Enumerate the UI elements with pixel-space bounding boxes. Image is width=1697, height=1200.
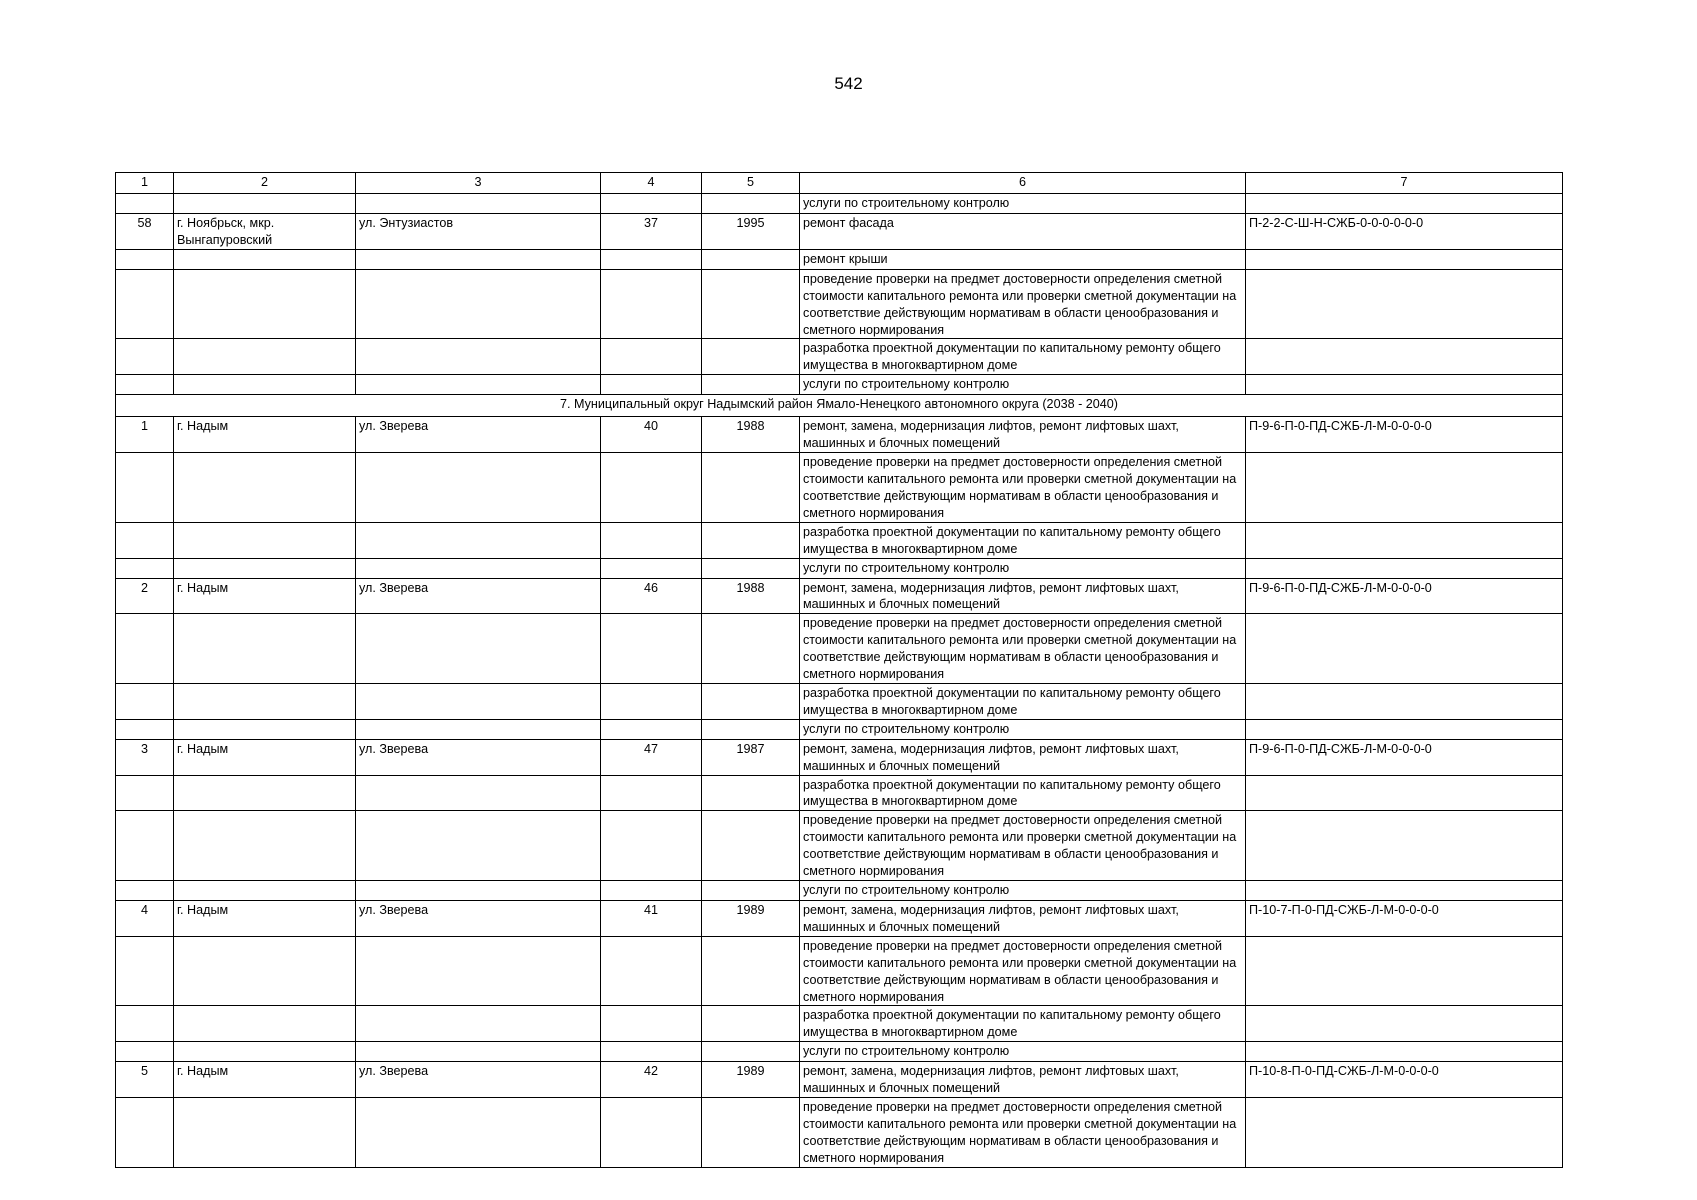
cell-house [601, 683, 702, 719]
cell-house [601, 249, 702, 269]
cell-street [356, 719, 601, 739]
cell-house [601, 522, 702, 558]
cell-work-type: ремонт крыши [800, 249, 1246, 269]
cell-number [116, 269, 174, 339]
cell-locality [174, 881, 356, 901]
cell-locality: г. Надым [174, 901, 356, 937]
table-row [116, 775, 1563, 811]
cell-work-type: разработка проектной документации по капитальному ремонту общего имущества в многоквартирном доме [800, 522, 1246, 558]
cell-number [116, 558, 174, 578]
table-row [116, 214, 1563, 250]
cell-house: 46 [601, 578, 702, 614]
cell-number [116, 936, 174, 1006]
cell-house-code [1246, 375, 1563, 395]
cell-number: 2 [116, 578, 174, 614]
section-row [116, 395, 1563, 417]
cell-street [356, 375, 601, 395]
table-row [116, 375, 1563, 395]
cell-street: ул. Энтузиастов [356, 214, 601, 250]
cell-house [601, 194, 702, 214]
cell-locality: г. Надым [174, 739, 356, 775]
cell-locality [174, 269, 356, 339]
cell-year [702, 719, 800, 739]
cell-house-code: П-10-8-П-0-ПД-СЖБ-Л-М-0-0-0-0 [1246, 1062, 1563, 1098]
cell-number [116, 1042, 174, 1062]
cell-number [116, 375, 174, 395]
table-row [116, 811, 1563, 881]
cell-house [601, 936, 702, 1006]
cell-locality [174, 811, 356, 881]
cell-street [356, 811, 601, 881]
cell-locality [174, 1098, 356, 1168]
cell-house-code: П-9-6-П-0-ПД-СЖБ-Л-М-0-0-0-0 [1246, 739, 1563, 775]
cell-locality [174, 375, 356, 395]
cell-house [601, 558, 702, 578]
cell-house [601, 719, 702, 739]
cell-house-code [1246, 1042, 1563, 1062]
cell-house [601, 775, 702, 811]
cell-year: 1987 [702, 739, 800, 775]
cell-locality [174, 719, 356, 739]
cell-work-type: услуги по строительному контролю [800, 881, 1246, 901]
cell-house-code [1246, 558, 1563, 578]
cell-year: 1989 [702, 901, 800, 937]
cell-year [702, 1006, 800, 1042]
cell-year [702, 881, 800, 901]
cell-number [116, 881, 174, 901]
cell-work-type: услуги по строительному контролю [800, 375, 1246, 395]
cell-work-type: услуги по строительному контролю [800, 719, 1246, 739]
column-header: 5 [702, 173, 800, 194]
cell-work-type: ремонт, замена, модернизация лифтов, ремонт лифтовых шахт, машинных и блочных помещений [800, 901, 1246, 937]
cell-number [116, 811, 174, 881]
cell-house-code [1246, 936, 1563, 1006]
cell-house-code: П-10-7-П-0-ПД-СЖБ-Л-М-0-0-0-0 [1246, 901, 1563, 937]
cell-house [601, 1042, 702, 1062]
cell-house: 40 [601, 417, 702, 453]
cell-house-code: П-9-6-П-0-ПД-СЖБ-Л-М-0-0-0-0 [1246, 417, 1563, 453]
cell-number: 1 [116, 417, 174, 453]
cell-year: 1988 [702, 578, 800, 614]
cell-house-code [1246, 811, 1563, 881]
cell-street [356, 249, 601, 269]
cell-number [116, 194, 174, 214]
cell-year [702, 339, 800, 375]
cell-year [702, 194, 800, 214]
cell-number [116, 339, 174, 375]
cell-street [356, 453, 601, 523]
cell-street [356, 558, 601, 578]
cell-street: ул. Зверева [356, 901, 601, 937]
table-row [116, 901, 1563, 937]
cell-house [601, 1006, 702, 1042]
table-row [116, 881, 1563, 901]
table-row [116, 269, 1563, 339]
page-number: 542 [834, 74, 863, 93]
cell-street [356, 1098, 601, 1168]
cell-work-type: проведение проверки на предмет достоверности определения сметной стоимости капитального ремонта или проверки сметной документации на соответствие действующим нормативам в области ценообразования и сметного нормирования [800, 1098, 1246, 1168]
cell-house [601, 811, 702, 881]
cell-locality: г. Надым [174, 417, 356, 453]
cell-locality [174, 1042, 356, 1062]
cell-house-code [1246, 522, 1563, 558]
cell-house-code [1246, 1098, 1563, 1168]
table-row [116, 453, 1563, 523]
cell-street: ул. Зверева [356, 417, 601, 453]
cell-locality [174, 775, 356, 811]
cell-number [116, 1098, 174, 1168]
cell-number [116, 683, 174, 719]
cell-year [702, 375, 800, 395]
cell-street [356, 614, 601, 684]
table-row [116, 719, 1563, 739]
table-row [116, 1062, 1563, 1098]
cell-house [601, 1098, 702, 1168]
cell-work-type: проведение проверки на предмет достоверности определения сметной стоимости капитального ремонта или проверки сметной документации на соответствие действующим нормативам в области ценообразования и сметного нормирования [800, 811, 1246, 881]
cell-work-type: услуги по строительному контролю [800, 194, 1246, 214]
column-header: 6 [800, 173, 1246, 194]
cell-work-type: проведение проверки на предмет достоверности определения сметной стоимости капитального ремонта или проверки сметной документации на соответствие действующим нормативам в области ценообразования и сметного нормирования [800, 269, 1246, 339]
cell-house: 42 [601, 1062, 702, 1098]
section-title: 7. Муниципальный округ Надымский район Ямало-Ненецкого автономного округа (2038 - 2040) [116, 395, 1563, 417]
cell-street: ул. Зверева [356, 1062, 601, 1098]
cell-work-type: ремонт фасада [800, 214, 1246, 250]
table-row [116, 558, 1563, 578]
cell-locality [174, 453, 356, 523]
cell-year [702, 936, 800, 1006]
table-row [116, 683, 1563, 719]
cell-house [601, 453, 702, 523]
cell-number [116, 522, 174, 558]
cell-year [702, 775, 800, 811]
cell-house-code [1246, 453, 1563, 523]
cell-locality [174, 936, 356, 1006]
cell-house-code [1246, 194, 1563, 214]
column-header: 4 [601, 173, 702, 194]
cell-house-code [1246, 775, 1563, 811]
table-row [116, 739, 1563, 775]
cell-house [601, 614, 702, 684]
cell-work-type: разработка проектной документации по капитальному ремонту общего имущества в многоквартирном доме [800, 683, 1246, 719]
cell-street [356, 683, 601, 719]
cell-year [702, 683, 800, 719]
cell-work-type: ремонт, замена, модернизация лифтов, ремонт лифтовых шахт, машинных и блочных помещений [800, 1062, 1246, 1098]
cell-locality [174, 249, 356, 269]
cell-year: 1989 [702, 1062, 800, 1098]
cell-work-type: ремонт, замена, модернизация лифтов, ремонт лифтовых шахт, машинных и блочных помещений [800, 739, 1246, 775]
cell-locality: г. Надым [174, 578, 356, 614]
cell-locality: г. Надым [174, 1062, 356, 1098]
cell-year [702, 1042, 800, 1062]
cell-house [601, 881, 702, 901]
cell-work-type: проведение проверки на предмет достоверности определения сметной стоимости капитального ремонта или проверки сметной документации на соответствие действующим нормативам в области ценообразования и сметного нормирования [800, 936, 1246, 1006]
table-row [116, 339, 1563, 375]
cell-year [702, 614, 800, 684]
cell-house-code [1246, 719, 1563, 739]
cell-house-code [1246, 1006, 1563, 1042]
table-row [116, 1042, 1563, 1062]
cell-house-code [1246, 683, 1563, 719]
cell-year: 1988 [702, 417, 800, 453]
cell-year [702, 249, 800, 269]
cell-number: 4 [116, 901, 174, 937]
cell-number [116, 614, 174, 684]
cell-number [116, 1006, 174, 1042]
register-table [115, 172, 1563, 1168]
cell-work-type: услуги по строительному контролю [800, 1042, 1246, 1062]
table-header-row [116, 173, 1563, 194]
cell-locality [174, 614, 356, 684]
column-header: 7 [1246, 173, 1563, 194]
cell-house [601, 375, 702, 395]
cell-work-type: разработка проектной документации по капитальному ремонту общего имущества в многоквартирном доме [800, 775, 1246, 811]
cell-year [702, 522, 800, 558]
table-row [116, 1006, 1563, 1042]
cell-locality [174, 683, 356, 719]
cell-year [702, 1098, 800, 1168]
table-row [116, 578, 1563, 614]
table-row [116, 936, 1563, 1006]
column-header: 2 [174, 173, 356, 194]
cell-house-code: П-9-6-П-0-ПД-СЖБ-Л-М-0-0-0-0 [1246, 578, 1563, 614]
cell-street [356, 775, 601, 811]
cell-work-type: ремонт, замена, модернизация лифтов, ремонт лифтовых шахт, машинных и блочных помещений [800, 578, 1246, 614]
cell-number [116, 775, 174, 811]
cell-locality [174, 194, 356, 214]
cell-street [356, 269, 601, 339]
cell-locality [174, 558, 356, 578]
cell-street: ул. Зверева [356, 739, 601, 775]
cell-house: 47 [601, 739, 702, 775]
cell-street [356, 339, 601, 375]
cell-street [356, 1006, 601, 1042]
cell-work-type: проведение проверки на предмет достоверности определения сметной стоимости капитального ремонта или проверки сметной документации на соответствие действующим нормативам в области ценообразования и сметного нормирования [800, 614, 1246, 684]
cell-locality [174, 522, 356, 558]
table-row [116, 194, 1563, 214]
cell-number: 5 [116, 1062, 174, 1098]
cell-number [116, 249, 174, 269]
cell-year [702, 811, 800, 881]
column-header: 1 [116, 173, 174, 194]
cell-house-code [1246, 339, 1563, 375]
cell-street [356, 522, 601, 558]
cell-work-type: разработка проектной документации по капитальному ремонту общего имущества в многоквартирном доме [800, 339, 1246, 375]
cell-number: 58 [116, 214, 174, 250]
cell-year [702, 558, 800, 578]
cell-locality [174, 339, 356, 375]
table-row [116, 614, 1563, 684]
table-row [116, 417, 1563, 453]
cell-number [116, 453, 174, 523]
cell-number [116, 719, 174, 739]
cell-house-code [1246, 269, 1563, 339]
cell-work-type: разработка проектной документации по капитальному ремонту общего имущества в многоквартирном доме [800, 1006, 1246, 1042]
cell-year: 1995 [702, 214, 800, 250]
cell-street [356, 194, 601, 214]
cell-locality: г. Ноябрьск, мкр. Вынгапуровский [174, 214, 356, 250]
cell-house-code [1246, 249, 1563, 269]
cell-year [702, 453, 800, 523]
cell-year [702, 269, 800, 339]
cell-locality [174, 1006, 356, 1042]
cell-street [356, 936, 601, 1006]
cell-work-type: ремонт, замена, модернизация лифтов, ремонт лифтовых шахт, машинных и блочных помещений [800, 417, 1246, 453]
cell-number: 3 [116, 739, 174, 775]
cell-house: 37 [601, 214, 702, 250]
cell-work-type: услуги по строительному контролю [800, 558, 1246, 578]
cell-house: 41 [601, 901, 702, 937]
cell-street [356, 1042, 601, 1062]
table-row [116, 249, 1563, 269]
table-row [116, 522, 1563, 558]
cell-house-code [1246, 614, 1563, 684]
cell-street [356, 881, 601, 901]
cell-house-code: П-2-2-С-Ш-Н-СЖБ-0-0-0-0-0-0 [1246, 214, 1563, 250]
cell-house [601, 269, 702, 339]
cell-house [601, 339, 702, 375]
column-header: 3 [356, 173, 601, 194]
table-row [116, 1098, 1563, 1168]
cell-work-type: проведение проверки на предмет достоверности определения сметной стоимости капитального ремонта или проверки сметной документации на соответствие действующим нормативам в области ценообразования и сметного нормирования [800, 453, 1246, 523]
cell-street: ул. Зверева [356, 578, 601, 614]
cell-house-code [1246, 881, 1563, 901]
